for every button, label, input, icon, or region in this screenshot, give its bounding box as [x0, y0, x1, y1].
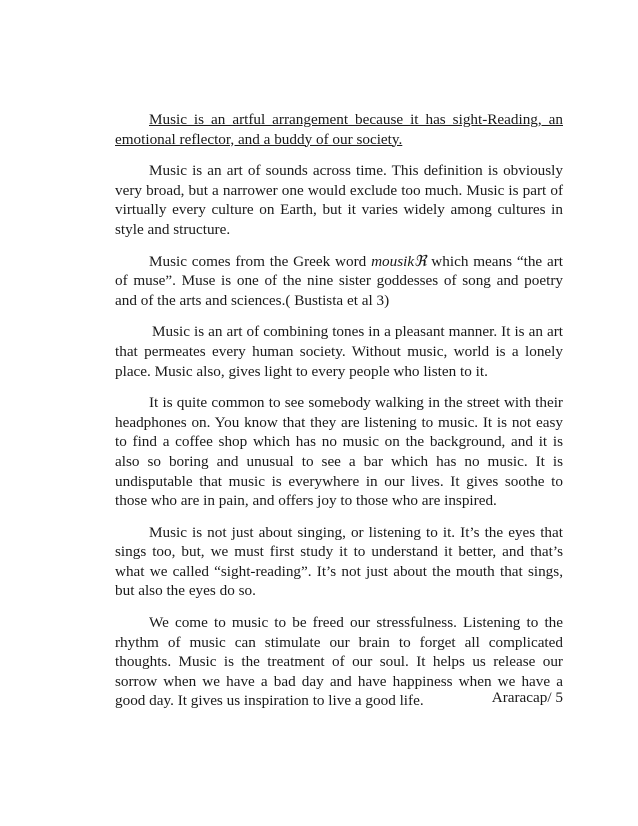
sight-reading-paragraph: Music is not just about singing, or listening to it. It’s the eyes that sings too, but, we must first study it to understand it better, and that’s what we called “sight-reading”. It’s not just about the mouth that sings, but also the eyes do so. [115, 523, 563, 600]
everywhere-paragraph: It is quite common to see somebody walking in the street with their headphones on. You know that they are listening to music. It is not easy to find a coffee shop which has no music on the background, and it is also so boring and unusual to see a bar which has no music. It is undisputable that music is everywhere in our lives. It gives soothe to those who are in pain, and offers joy to those who are inspired. [115, 394, 563, 510]
greek-word: mousikℜ [371, 252, 427, 270]
origin-text-end: which means “the art of muse”. Muse is one of the nine sister goddesses of song and poetry and of the arts and sciences.( Bustista et al 3) [115, 252, 563, 309]
combining-tones-paragraph: Music is an art of combining tones in a pleasant manner. It is an art that permeates every human society. Without music, world is a lonely place. Music also, gives light to every people who listen to it. [115, 323, 563, 380]
document-body [115, 110, 563, 723]
origin-paragraph [115, 252, 563, 311]
thesis-paragraph: Music is an artful arrangement because it has sight-Reading, an emotional reflector, and a buddy of our society. [115, 111, 563, 148]
definition-paragraph: Music is an art of sounds across time. This definition is obviously very broad, but a narrower one would exclude too much. Music is part of virtually every culture on Earth, but it varies widely among cultures in style and structure. [115, 162, 563, 238]
stressfulness-paragraph: We come to music to be freed our stressfulness. Listening to the rhythm of music can stimulate our brain to forget all complicated thoughts. Music is the treatment of our soul. It helps us release our sorrow when we have a bad day and have happiness when we have a good day. It gives us inspiration to live a good life. [115, 614, 563, 710]
page-footer: Araracap/ 5 [491, 689, 563, 706]
origin-text-start: Music comes from the Greek word [149, 252, 372, 270]
